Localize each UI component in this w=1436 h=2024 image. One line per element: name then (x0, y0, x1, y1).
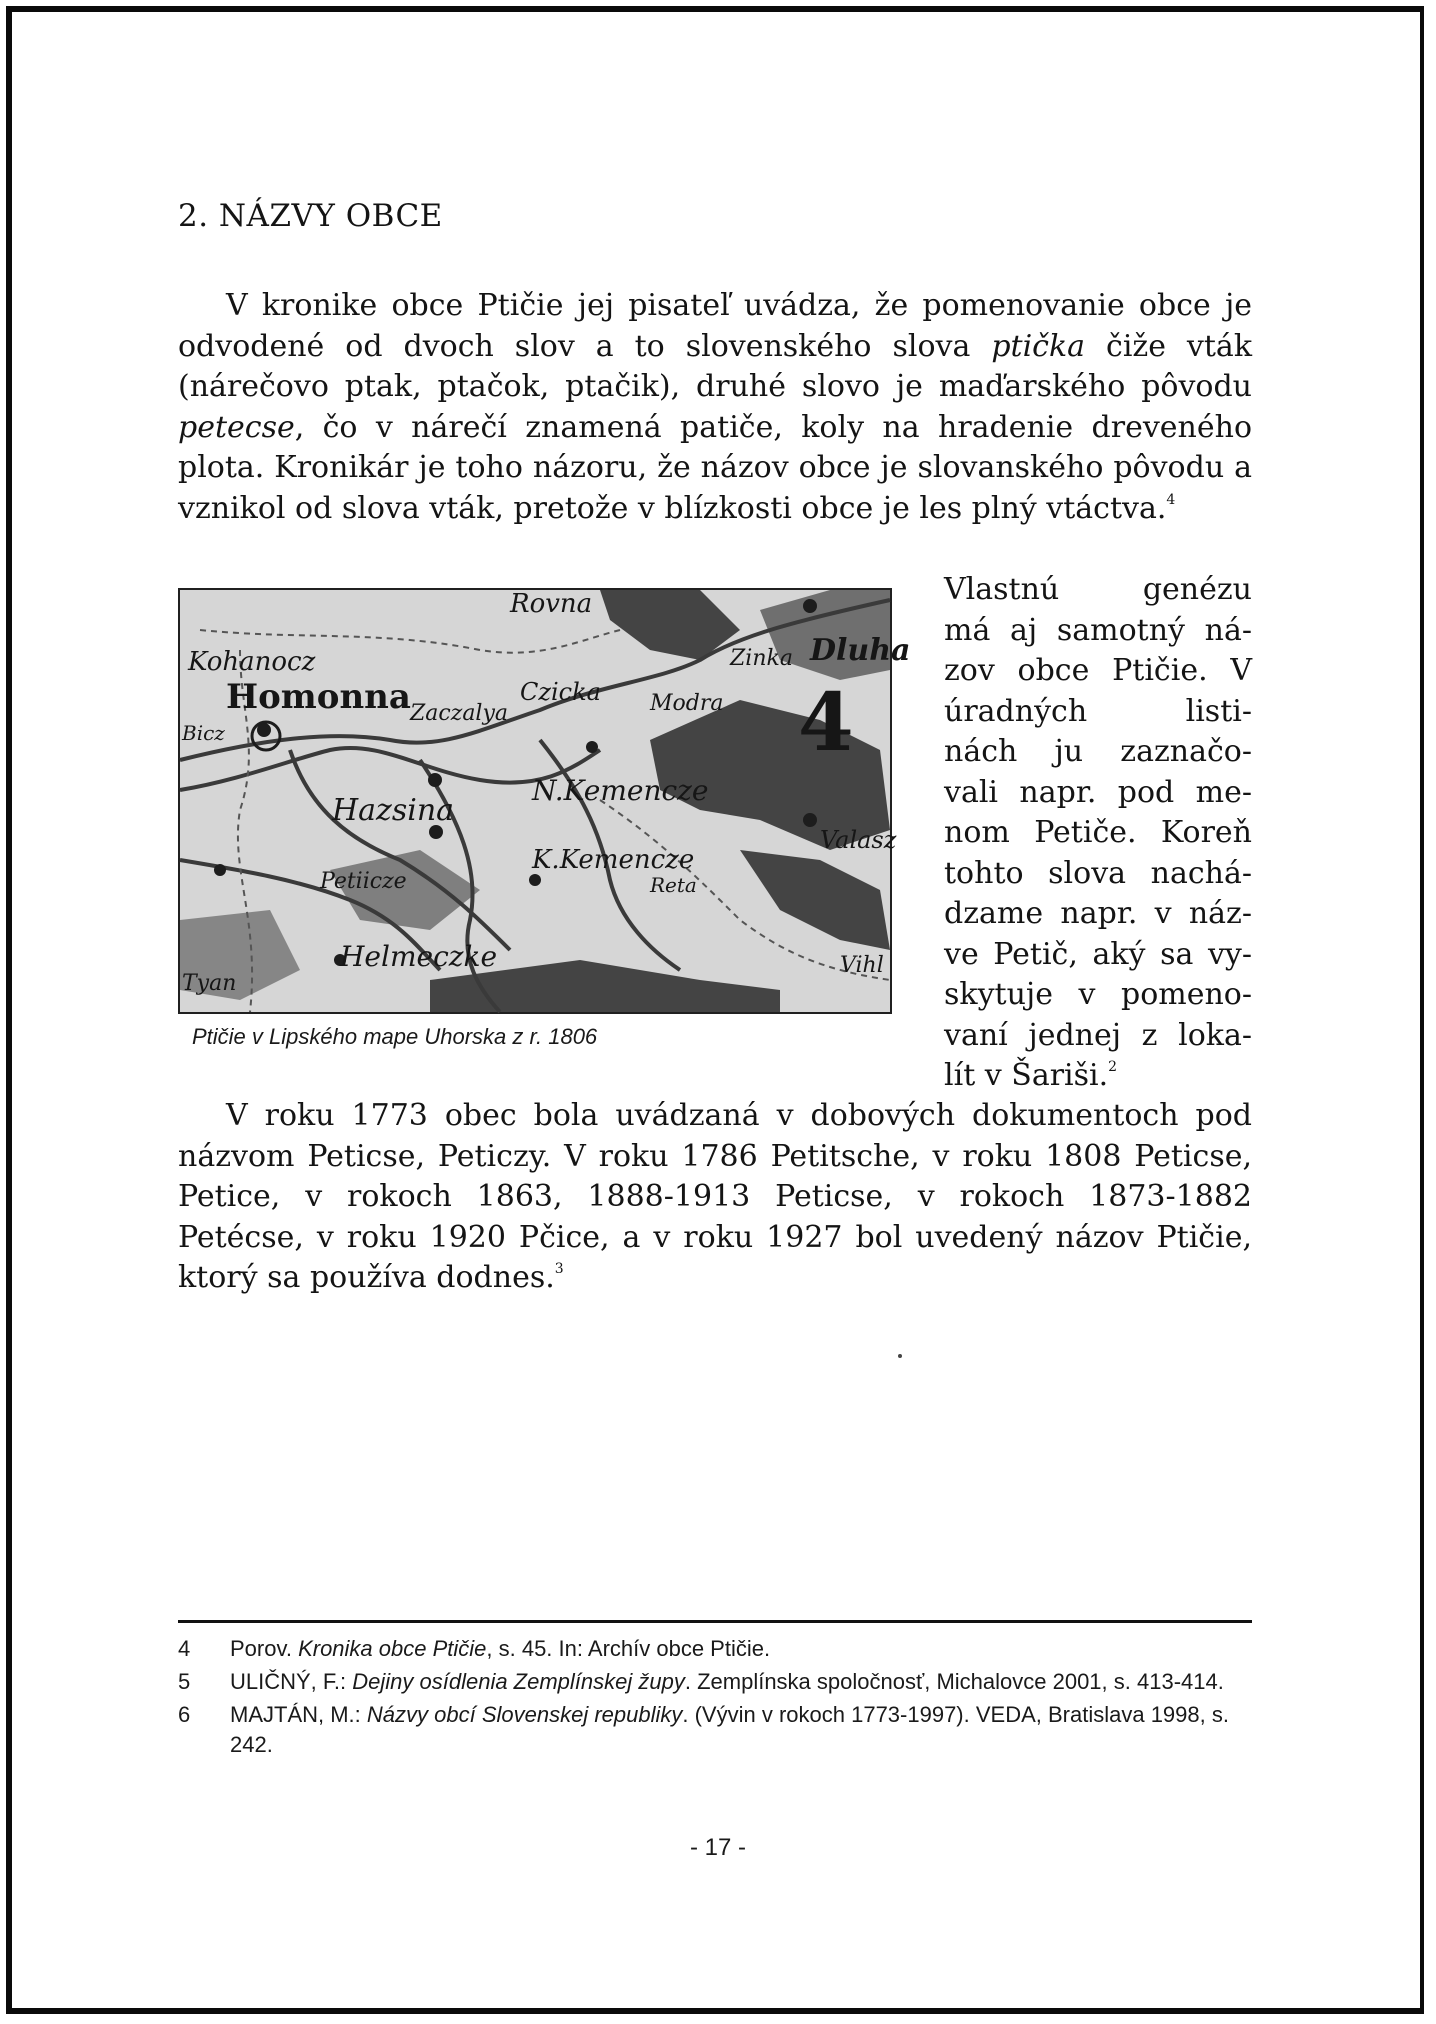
map-label: Petiicze (320, 869, 407, 894)
section-heading: 2. NÁZVY OBCE (178, 198, 443, 234)
map-caption: Ptičie v Lipského mape Uhorska z r. 1806 (192, 1024, 598, 1049)
map-label: Valasz (820, 826, 897, 854)
map-label: Tyan (182, 971, 237, 996)
footnote-title: Kronika obce Ptičie (298, 1636, 487, 1661)
footnote-title: Názvy obcí Slovenskej republiky (366, 1702, 683, 1727)
paragraph-line: Vlastnú genézu (944, 572, 1252, 607)
paragraph-line: vali napr. pod me- (944, 774, 1252, 810)
footnote-ref: 2 (1108, 1059, 1118, 1075)
map-label: K.Kemencze (532, 845, 695, 875)
paragraph-line: tohto slova nachá- (944, 855, 1252, 891)
footnote-separator (178, 1620, 1252, 1623)
map-label: Rovna (510, 589, 593, 619)
footnote-part: ULIČNÝ, F.: (230, 1669, 353, 1694)
paragraph-line: nom Petiče. Koreň (944, 815, 1252, 850)
footnote-ref: 3 (554, 1261, 564, 1277)
map-label: Zaczalya (410, 701, 509, 726)
footnote-part: . Zemplínska spoločnosť, Michalovce 2001, s. 413-414. (684, 1669, 1224, 1694)
map-label: Helmeczke (340, 940, 498, 973)
paragraph-line: má aj samotný ná- (944, 612, 1252, 648)
paragraph-text: V roku 1773 obec bola uvádzaná v dobových dokumentoch pod názvom Peticse, Peticzy. V roku 1786 Petitsche, v roku 1808 Peticse, Petice, v rokoch 1863, 1888-1913 Peticse, v rokoch 1873-1882 Petécse, v roku 1920 Pčice, a v roku 1927 bol uvedený názov Ptičie, ktorý sa používa dodnes. (178, 1098, 1252, 1295)
map-label: Reta (650, 873, 697, 897)
map-label: Dluha (810, 633, 911, 668)
map-label: Vihl (840, 953, 884, 978)
paragraph-text: V kronike obce Ptičie jej pisateľ uvádza, že pomenovanie obce je odvodené od dvoch slov a to slovenského slova (178, 288, 1252, 364)
footnote-part: MAJTÁN, M.: (230, 1702, 367, 1727)
paragraph-line: vaní jednej z loka- (944, 1017, 1252, 1053)
paragraph-line: lít v Šariši. (944, 1058, 1109, 1093)
map-label: Bicz (182, 721, 225, 745)
footnote-text (230, 1667, 1252, 1697)
speck (898, 1354, 902, 1358)
map-label: Homonna (226, 677, 411, 717)
footnote (178, 1667, 1252, 1697)
map-label: Czicka (520, 678, 601, 706)
footnote-number: 4 (178, 1636, 191, 1661)
paragraph-history (178, 1096, 1252, 1299)
map-label: Kohanocz (188, 647, 316, 677)
paragraph-text: čiže vták (nárečovo ptak, ptačok, ptačik), druhé slovo je maďarského pôvodu (178, 328, 1252, 404)
emphasis-term: petecse (178, 409, 295, 445)
paragraph-line-last (944, 1056, 1252, 1097)
paragraph-line: skytuje v pomeno- (944, 977, 1252, 1012)
footnote-part: , s. 45. In: Archív obce Ptičie. (486, 1636, 771, 1661)
footnotes (178, 1634, 1252, 1763)
footnote-text (230, 1634, 1252, 1664)
historical-map-image (178, 588, 911, 1014)
footnote (178, 1634, 1252, 1664)
footnote-title: Dejiny osídlenia Zemplínskej župy (352, 1669, 685, 1694)
paragraph-line: dzame napr. v náz- (944, 896, 1252, 931)
page-number: - 17 - (689, 1834, 746, 1861)
map-label: Hazsina (332, 793, 455, 828)
footnote-number: 5 (178, 1669, 191, 1694)
paragraph-line: zov obce Ptičie. V (944, 653, 1252, 688)
emphasis-term: ptička (991, 328, 1086, 364)
map-number: 4 (798, 675, 854, 769)
paragraph-line: úradných listi- (944, 693, 1252, 729)
footnote-text (230, 1700, 1252, 1760)
footnote-part: . (Vývin v rokoch 1773-1997). VEDA, Bratislava 1998, s. 242. (230, 1702, 1229, 1757)
footnote-part: Porov. (230, 1636, 299, 1661)
paragraph-genesis (944, 570, 1252, 1097)
map-label: N.Kemencze (532, 774, 709, 807)
footnote (178, 1700, 1252, 1760)
paragraph-text: , čo v nárečí znamená patiče, koly na hradenie dreveného plota. Kronikár je toho názoru, že názov obce je slovanského pôvodu a vznikol od slova vták, pretože v blízkosti obce je les plný vtáctva. (178, 409, 1252, 526)
footnote-number: 6 (178, 1702, 191, 1727)
map-label: Zinka (730, 646, 793, 671)
map-label: Modra (650, 691, 724, 716)
paragraph-line: nách ju zaznačo- (944, 734, 1252, 769)
paragraph-origin (178, 286, 1252, 529)
footnote-ref: 4 (1166, 491, 1176, 508)
paragraph-line: ve Petič, aký sa vy- (944, 936, 1252, 972)
